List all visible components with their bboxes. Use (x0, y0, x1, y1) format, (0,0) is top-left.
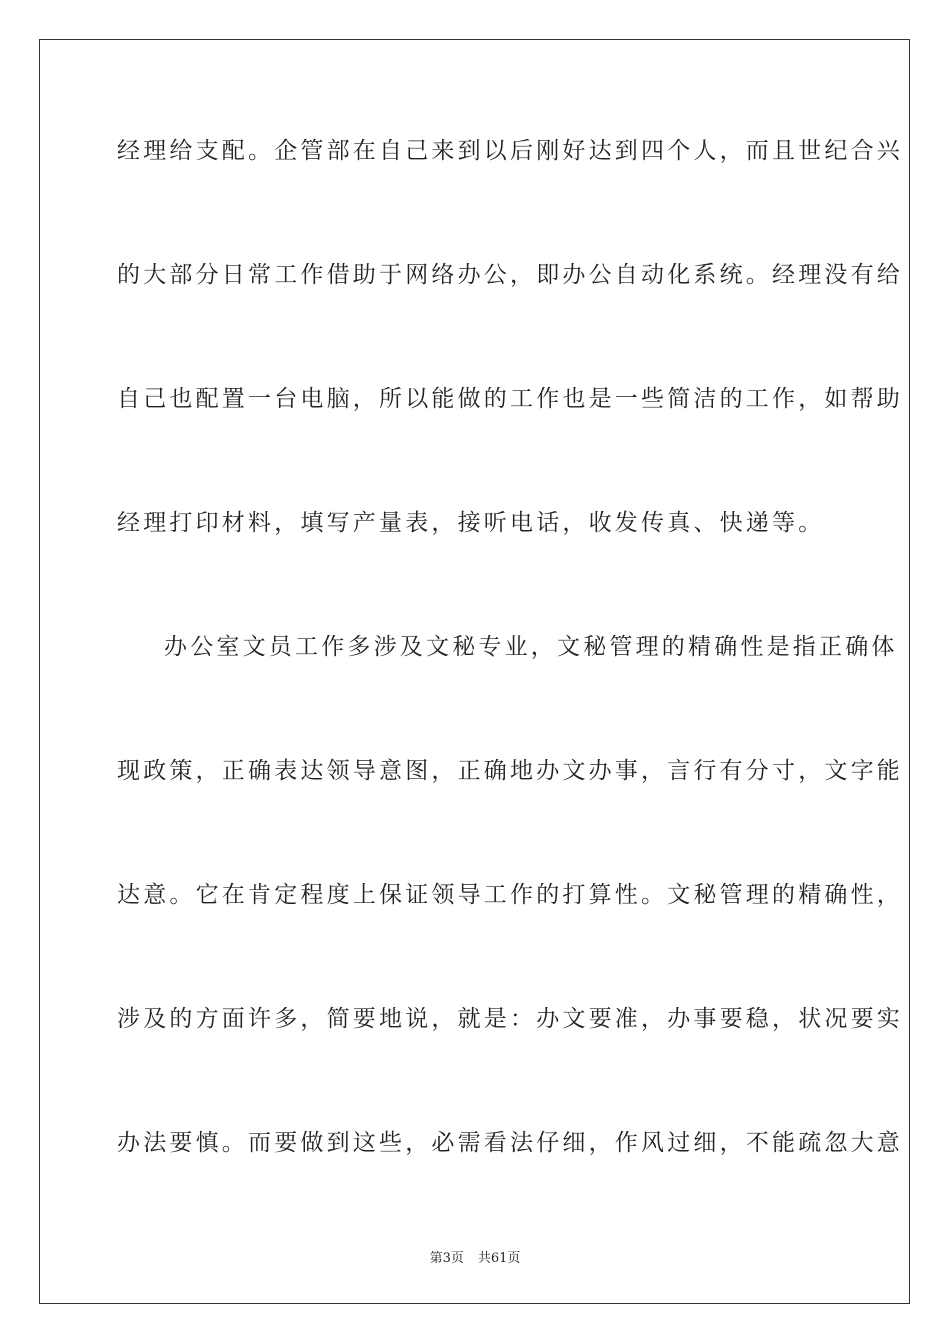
text-line-3: 自己也配置一台电脑，所以能做的工作也是一些简洁的工作，如帮助 (117, 386, 903, 412)
total-pages: 共61页 (477, 1251, 521, 1266)
text-line-8: 涉及的方面许多，简要地说，就是：办文要准，办事要稳，状况要实 (117, 1006, 903, 1032)
page-number: 第3页 (429, 1251, 464, 1266)
text-line-7: 达意。它在肯定程度上保证领导工作的打算性。文秘管理的精确性， (117, 882, 903, 908)
text-line-9: 办法要慎。而要做到这些，必需看法仔细，作风过细，不能疏忽大意 (117, 1130, 903, 1156)
text-line-6: 现政策，正确表达领导意图，正确地办文办事，言行有分寸，文字能 (117, 758, 903, 784)
text-line-2: 的大部分日常工作借助于网络办公，即办公自动化系统。经理没有给 (117, 262, 903, 288)
text-line-5: 办公室文员工作多涉及文秘专业，文秘管理的精确性是指正确体 (164, 634, 898, 660)
text-line-1: 经理给支配。企管部在自己来到以后刚好达到四个人，而且世纪合兴 (117, 138, 903, 164)
page-frame (39, 39, 910, 1304)
text-line-4: 经理打印材料，填写产量表，接听电话，收发传真、快递等。 (117, 510, 825, 536)
page-footer (0, 1247, 950, 1266)
